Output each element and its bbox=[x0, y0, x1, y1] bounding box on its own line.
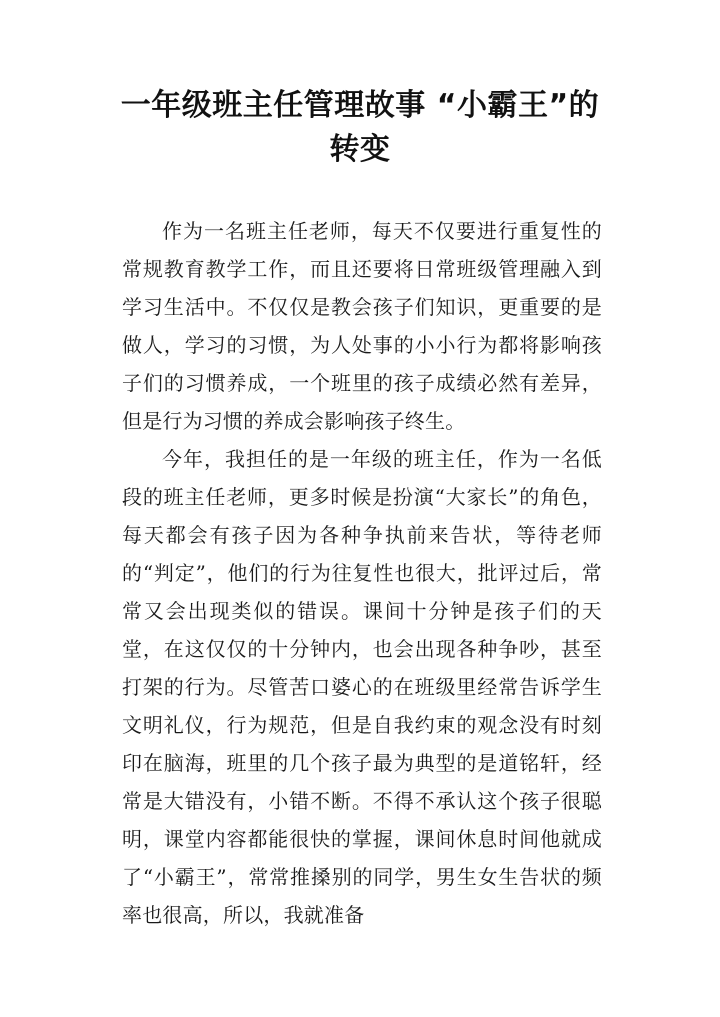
paragraph-2: 今年，我担任的是一年级的班主任，作为一名低段的班主任老师，更多时候是扮演“大家长”的角色，每天都会有孩子因为各种争执前来告状，等待老师的“判定”，他们的行为往复性也很大，批评过后，常常又会出现类似的错误。课间十分钟是孩子们的天堂，在这仅仅的十分钟内，也会出现各种争吵，甚至打架的行为。尽管苦口婆心的在班级里经常告诉学生文明礼仪，行为规范，但是自我约束的观念没有时刻印在脑海，班里的几个孩子最为典型的是道铭轩，经常是大错没有，小错不断。不得不承认这个孩子很聪明，课堂内容都能很快的掌握，课间休息时间他就成了“小霸王”，常常推搡别的同学，男生女生告状的频率也很高，所以，我就准备 bbox=[122, 447, 602, 927]
paragraph-1: 作为一名班主任老师，每天不仅要进行重复性的常规教育教学工作，而且还要将日常班级管理融入到学习生活中。不仅仅是教会孩子们知识，更重要的是做人，学习的习惯，为人处事的小小行为都将影响孩子们的习惯养成，一个班里的孩子成绩必然有差异，但是行为习惯的养成会影响孩子终生。 bbox=[122, 219, 602, 433]
document-title: 一年级班主任管理故事 “小霸王”的转变 bbox=[120, 88, 600, 167]
document-body bbox=[122, 212, 602, 934]
